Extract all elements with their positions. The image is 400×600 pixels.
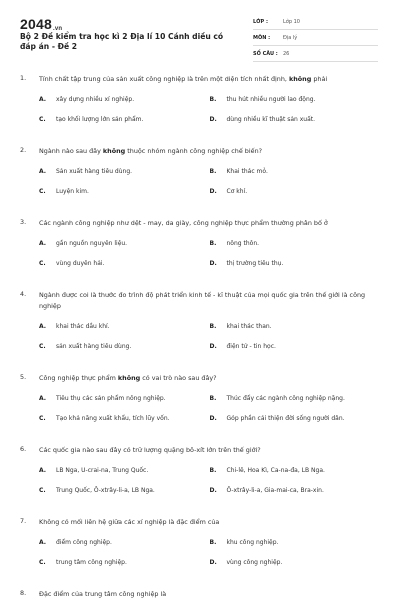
- answer-text: Thúc đẩy các ngành công nghiệp nặng.: [226, 395, 345, 402]
- answer-option[interactable]: [39, 322, 210, 332]
- question-item: [0, 517, 400, 578]
- answer-text: sản xuất hàng tiêu dùng.: [56, 343, 132, 350]
- answer-option[interactable]: [210, 394, 381, 404]
- answer-option[interactable]: [39, 558, 210, 568]
- answer-letter: A.: [39, 168, 47, 175]
- answer-letter: C.: [39, 343, 46, 350]
- answer-options: [39, 394, 380, 434]
- question-emphasis: không: [117, 374, 141, 382]
- question-emphasis: không: [102, 147, 126, 155]
- answer-letter: D.: [209, 487, 217, 494]
- exam-meta-table: [253, 14, 378, 62]
- answer-option[interactable]: [210, 486, 381, 496]
- answer-text: thu hút nhiều người lao động.: [226, 96, 316, 103]
- answer-text: Sản xuất hàng tiêu dùng.: [56, 168, 133, 175]
- question-number: 5.: [20, 373, 27, 381]
- answer-text: điểm công nghiệp.: [56, 539, 112, 546]
- answer-letter: D.: [209, 559, 217, 566]
- answer-letter: D.: [209, 188, 217, 195]
- meta-value: Địa lý: [283, 34, 298, 41]
- answer-option[interactable]: [210, 167, 381, 177]
- meta-row-class: [253, 14, 378, 30]
- question-text-part: Các ngành công nghiệp như dệt - may, da giày, công nghiệp thực phẩm thường phân bố ở: [39, 219, 328, 227]
- question-emphasis: không: [288, 75, 312, 83]
- brand-domain: .vn: [52, 26, 63, 32]
- answer-option[interactable]: [39, 115, 210, 125]
- answer-row: [39, 167, 380, 187]
- answer-letter: B.: [209, 168, 217, 175]
- answer-letter: B.: [209, 323, 217, 330]
- meta-label: MÔN :: [253, 34, 271, 41]
- question-text-part: Các quốc gia nào sau đây có trữ lượng quặng bô-xít lớn trên thế giới?: [39, 446, 261, 454]
- answer-text: Góp phần cải thiện đời sống người dân.: [226, 415, 345, 422]
- answer-option[interactable]: [39, 239, 210, 249]
- answer-text: khai thác dầu khí.: [56, 323, 110, 330]
- answer-row: [39, 187, 380, 207]
- answer-row: [39, 558, 380, 578]
- answer-letter: A.: [39, 395, 47, 402]
- answer-option[interactable]: [210, 342, 381, 352]
- answer-option[interactable]: [210, 538, 381, 548]
- answer-options: [39, 322, 380, 362]
- meta-value: Lớp 10: [283, 18, 300, 25]
- answer-text: nông thôn.: [226, 240, 260, 247]
- answer-text: khai thác than.: [226, 323, 272, 330]
- answer-row: [39, 239, 380, 259]
- answer-option[interactable]: [210, 239, 381, 249]
- answer-option[interactable]: [39, 394, 210, 404]
- question-number: 2.: [20, 146, 27, 154]
- answer-options: [39, 167, 380, 207]
- question-number: 8.: [20, 589, 27, 597]
- answer-option[interactable]: [39, 259, 210, 269]
- question-number: 4.: [20, 290, 27, 298]
- question-text-part: thuộc nhóm ngành công nghiệp chế biến?: [125, 147, 263, 155]
- question-item: [0, 445, 400, 506]
- question-text-part: phải: [311, 75, 328, 83]
- answer-text: vùng công nghiệp.: [226, 559, 283, 566]
- question-text-part: Ngành nào sau đây: [39, 147, 103, 155]
- question-item: [0, 146, 400, 207]
- answer-text: gần nguồn nguyên liệu.: [56, 240, 128, 247]
- answer-options: [39, 239, 380, 279]
- answer-letter: B.: [209, 467, 217, 474]
- answer-letter: C.: [39, 559, 46, 566]
- answer-letter: B.: [209, 240, 217, 247]
- answer-row: [39, 342, 380, 362]
- answer-letter: A.: [39, 240, 47, 247]
- answer-letter: B.: [209, 395, 217, 402]
- answer-row: [39, 486, 380, 506]
- answer-text: vùng duyên hải.: [56, 260, 105, 267]
- answer-text: dùng nhiều kĩ thuật sản xuất.: [226, 116, 316, 123]
- answer-text: trung tâm công nghiệp.: [56, 559, 127, 566]
- answer-option[interactable]: [39, 538, 210, 548]
- question-text-part: Công nghiệp thực phẩm: [39, 374, 118, 382]
- answer-row: [39, 414, 380, 434]
- answer-text: tạo khối lượng lớn sản phẩm.: [56, 116, 144, 123]
- answer-option[interactable]: [210, 259, 381, 269]
- answer-option[interactable]: [210, 558, 381, 568]
- answer-option[interactable]: [210, 115, 381, 125]
- answer-options: [39, 95, 380, 135]
- answer-letter: B.: [209, 96, 217, 103]
- question-text: [39, 74, 380, 85]
- answer-text: Tiêu thụ các sản phẩm nông nghiệp.: [56, 395, 166, 402]
- answer-option[interactable]: [210, 322, 381, 332]
- question-item: [0, 218, 400, 279]
- question-text-part: Đặc điểm của trung tâm công nghiệp là: [39, 590, 167, 598]
- question-text: [39, 517, 380, 528]
- answer-option[interactable]: [39, 167, 210, 177]
- question-text: [39, 218, 380, 229]
- answer-row: [39, 466, 380, 486]
- answer-option[interactable]: [39, 486, 210, 496]
- answer-letter: D.: [209, 343, 217, 350]
- answer-letter: A.: [39, 96, 47, 103]
- page-header: [0, 0, 400, 70]
- question-text-part: có vai trò nào sau đây?: [140, 374, 217, 382]
- document-title: Bộ 2 Đề kiểm tra học kì 2 Địa lí 10 Cánh diều có đáp án - Đề 2: [20, 32, 224, 51]
- answer-row: [39, 394, 380, 414]
- question-text-part: Ngành được coi là thước đo trình độ phát triển kinh tế - kĩ thuật của mọi quốc gia trên thế giới là công nghiệp: [39, 291, 366, 310]
- answer-text: Ô-xtrây-li-a, Gia-mai-ca, Bra-xin.: [226, 487, 324, 494]
- answer-row: [39, 95, 380, 115]
- answer-option[interactable]: [39, 187, 210, 197]
- answer-letter: A.: [39, 539, 47, 546]
- answer-text: Chi-lê, Hoa Kì, Ca-na-đa, LB Nga.: [226, 467, 325, 474]
- brand-name: 2048: [20, 16, 52, 32]
- question-text: [39, 589, 380, 600]
- answer-letter: D.: [209, 415, 217, 422]
- answer-row: [39, 322, 380, 342]
- answer-option[interactable]: [210, 466, 381, 476]
- answer-option[interactable]: [210, 187, 381, 197]
- answer-text: Khai thác mỏ.: [226, 168, 268, 175]
- question-text: [39, 373, 380, 384]
- meta-value: 26: [283, 50, 290, 57]
- answer-letter: C.: [39, 188, 46, 195]
- answer-options: [39, 466, 380, 506]
- meta-label: SỐ CÂU :: [253, 50, 278, 57]
- answer-option[interactable]: [210, 414, 381, 424]
- answer-text: Trung Quốc, Ô-xtrây-li-a, LB Nga.: [56, 487, 155, 494]
- question-number: 7.: [20, 517, 27, 525]
- answer-row: [39, 259, 380, 279]
- meta-label: LỚP :: [253, 18, 268, 25]
- answer-letter: D.: [209, 116, 217, 123]
- answer-options: [39, 538, 380, 578]
- answer-letter: C.: [39, 116, 46, 123]
- answer-letter: D.: [209, 260, 217, 267]
- answer-option[interactable]: [39, 414, 210, 424]
- answer-text: Luyện kim.: [56, 188, 89, 195]
- answer-letter: A.: [39, 323, 47, 330]
- meta-row-subject: [253, 30, 378, 46]
- answer-row: [39, 115, 380, 135]
- answer-letter: C.: [39, 487, 46, 494]
- site-logo[interactable]: [20, 16, 62, 32]
- question-text: [39, 290, 380, 312]
- question-number: 6.: [20, 445, 27, 453]
- answer-letter: B.: [209, 539, 217, 546]
- answer-letter: C.: [39, 260, 46, 267]
- question-item: [0, 373, 400, 434]
- question-item: [0, 589, 400, 600]
- question-number: 3.: [20, 218, 27, 226]
- question-item: [0, 290, 400, 362]
- answer-row: [39, 538, 380, 558]
- answer-text: xây dựng nhiều xí nghiệp.: [56, 96, 135, 103]
- answer-text: khu công nghiệp.: [226, 539, 279, 546]
- answer-letter: A.: [39, 467, 47, 474]
- question-text: [39, 146, 380, 157]
- answer-option[interactable]: [39, 466, 210, 476]
- meta-row-question-count: [253, 46, 378, 62]
- question-text-part: Không có mối liên hệ giữa các xí nghiệp là đặc điểm của: [39, 518, 220, 526]
- answer-option[interactable]: [210, 95, 381, 105]
- answer-text: Tạo khả năng xuất khẩu, tích lũy vốn.: [56, 415, 170, 422]
- question-number: 1.: [20, 74, 27, 82]
- question-list: [0, 74, 400, 600]
- answer-letter: C.: [39, 415, 46, 422]
- question-item: [0, 74, 400, 135]
- answer-option[interactable]: [39, 95, 210, 105]
- answer-text: thị trường tiêu thụ.: [226, 260, 284, 267]
- answer-option[interactable]: [39, 342, 210, 352]
- question-text-part: Tính chất tập trung của sản xuất công nghiệp là trên một diện tích nhất định,: [39, 75, 289, 83]
- answer-text: LB Nga, U-crai-na, Trung Quốc.: [56, 467, 149, 474]
- question-text: [39, 445, 380, 456]
- answer-text: điện tử - tin học.: [226, 343, 276, 350]
- answer-text: Cơ khí.: [226, 188, 248, 195]
